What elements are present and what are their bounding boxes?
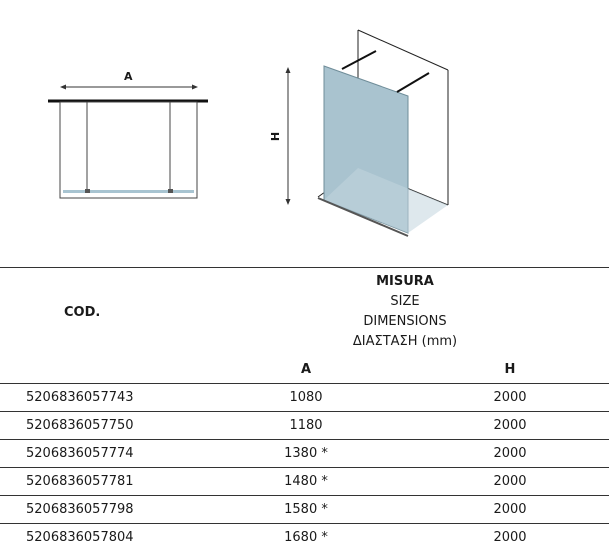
height-value: 2000 <box>411 412 609 440</box>
size-header-greek: ΔΙΑΣΤΑΣΗ (mm) <box>201 332 609 352</box>
size-column-header <box>201 268 609 357</box>
width-value: 1680 * <box>201 524 411 551</box>
product-code: 5206836057804 <box>0 524 201 551</box>
column-h-header: H <box>411 356 609 384</box>
table-row <box>0 496 609 524</box>
technical-drawings <box>0 0 609 262</box>
product-size-table <box>0 267 609 551</box>
top-view-drawing <box>48 85 208 199</box>
width-value: 1380 * <box>201 440 411 468</box>
shower-screen-diagram <box>0 0 609 262</box>
height-value: 2000 <box>411 524 609 551</box>
width-value: 1080 <box>201 384 411 412</box>
table-row <box>0 440 609 468</box>
column-a-header: A <box>201 356 411 384</box>
table-subheader-row <box>0 356 609 384</box>
product-code: 5206836057798 <box>0 496 201 524</box>
size-header-english: SIZE <box>201 292 609 312</box>
table-row <box>0 468 609 496</box>
height-value: 2000 <box>411 496 609 524</box>
size-header-italian: MISURA <box>201 272 609 292</box>
table-row <box>0 384 609 412</box>
width-value: 1180 <box>201 412 411 440</box>
table-row <box>0 412 609 440</box>
width-value: 1580 * <box>201 496 411 524</box>
product-code: 5206836057781 <box>0 468 201 496</box>
code-column-header: COD. <box>0 268 201 357</box>
width-value: 1480 * <box>201 468 411 496</box>
height-value: 2000 <box>411 468 609 496</box>
table-header-row <box>0 268 609 357</box>
height-dimension <box>286 67 291 205</box>
width-dimension-label: A <box>124 70 133 83</box>
size-header-dimensions: DIMENSIONS <box>201 312 609 332</box>
perspective-view-drawing <box>318 30 448 236</box>
height-value: 2000 <box>411 384 609 412</box>
subheader-spacer <box>0 356 201 384</box>
height-dimension-label: H <box>269 132 282 141</box>
product-code: 5206836057774 <box>0 440 201 468</box>
product-code: 5206836057750 <box>0 412 201 440</box>
product-code: 5206836057743 <box>0 384 201 412</box>
table-row <box>0 524 609 551</box>
height-value: 2000 <box>411 440 609 468</box>
